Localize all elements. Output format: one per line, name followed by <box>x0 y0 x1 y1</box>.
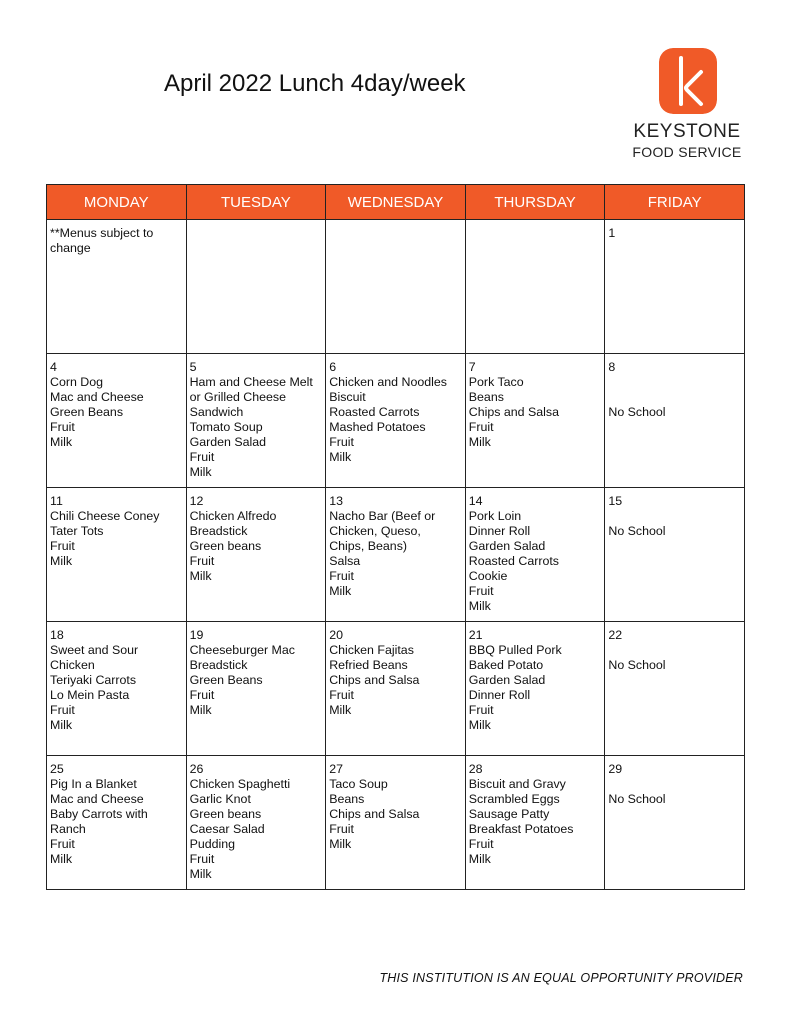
menu-item: Garden Salad <box>189 435 267 449</box>
week-row <box>47 622 745 756</box>
menu-item: Mac and Cheese <box>50 792 144 806</box>
menu-item: Taco Soup <box>329 777 388 791</box>
day-cell-monday <box>47 354 187 488</box>
date-number: 28 <box>468 762 483 776</box>
menu-item: Green Beans <box>50 405 124 419</box>
menu-item: Breadstick <box>189 524 248 538</box>
menu-item: Fruit <box>50 703 75 717</box>
menu-item: Dinner Roll <box>468 688 531 702</box>
day-cell-friday <box>605 488 745 622</box>
menu-item: Teriyaki Carrots <box>50 673 137 687</box>
week-row <box>47 354 745 488</box>
date-number: 27 <box>329 762 343 776</box>
menu-item: Fruit <box>329 569 354 583</box>
day-header-tuesday: TUESDAY <box>186 185 326 220</box>
day-cell-thursday <box>465 220 605 354</box>
menu-item: Chicken Fajitas <box>329 643 414 657</box>
menu-item: Chicken Spaghetti <box>189 777 291 791</box>
menu-item: Ham and Cheese Melt <box>189 375 313 389</box>
menu-item: Fruit <box>189 688 215 702</box>
menu-item: Cheeseburger Mac <box>189 643 295 657</box>
day-cell-thursday <box>465 354 605 488</box>
menu-item: Fruit <box>329 435 354 449</box>
date-number: 21 <box>468 628 483 642</box>
keystone-k-icon <box>659 48 717 114</box>
menu-item: Chicken, Queso, <box>329 524 421 538</box>
menu-item: No School <box>608 524 666 538</box>
menu-item: Green beans <box>189 539 262 553</box>
menu-item: Breakfast Potatoes <box>468 822 574 836</box>
menu-item: Garden Salad <box>468 673 546 687</box>
date-number: 29 <box>608 762 623 776</box>
day-cell-friday <box>605 622 745 756</box>
day-cell-wednesday <box>326 220 466 354</box>
menu-item: change <box>50 241 91 255</box>
menu-item: or Grilled Cheese <box>189 390 287 404</box>
cell-spacer <box>608 777 741 792</box>
week-row <box>47 756 745 890</box>
weekday-header-row <box>47 185 745 220</box>
menu-item: Milk <box>50 718 73 732</box>
menu-item: Milk <box>329 584 352 598</box>
menu-item: Milk <box>468 852 491 866</box>
menu-item: Pudding <box>189 837 236 851</box>
menu-item: Sandwich <box>189 405 244 419</box>
day-cell-monday <box>47 488 187 622</box>
menu-item: Fruit <box>189 852 215 866</box>
menu-item: Fruit <box>50 420 75 434</box>
day-cell-tuesday <box>186 622 326 756</box>
day-cell-friday <box>605 220 745 354</box>
menu-item: Chicken Alfredo <box>189 509 277 523</box>
menu-item: Fruit <box>50 539 75 553</box>
week-row <box>47 220 745 354</box>
menu-item: Tomato Soup <box>189 420 263 434</box>
calendar-body <box>47 220 745 890</box>
menu-item: Caesar Salad <box>189 822 265 836</box>
date-number: 13 <box>329 494 343 508</box>
menu-item: Milk <box>189 867 212 881</box>
menu-item: Green Beans <box>189 673 263 687</box>
menu-item: BBQ Pulled Pork <box>468 643 562 657</box>
date-number: 18 <box>50 628 64 642</box>
date-number: 20 <box>329 628 343 642</box>
menu-item: Sweet and Sour <box>50 643 139 657</box>
menu-item: Baby Carrots with <box>50 807 148 821</box>
menu-item: Milk <box>189 703 212 717</box>
menu-item: Nacho Bar (Beef or <box>329 509 436 523</box>
date-number: 25 <box>50 762 64 776</box>
menu-item: Fruit <box>468 703 494 717</box>
day-cell-thursday <box>465 622 605 756</box>
day-cell-tuesday <box>186 354 326 488</box>
menu-item: Baked Potato <box>468 658 544 672</box>
menu-item: Fruit <box>189 450 215 464</box>
day-header-monday: MONDAY <box>47 185 187 220</box>
day-header-thursday: THURSDAY <box>465 185 605 220</box>
day-cell-monday <box>47 220 187 354</box>
menu-item: Fruit <box>468 584 494 598</box>
menu-item: Lo Mein Pasta <box>50 688 130 702</box>
menu-item: Mac and Cheese <box>50 390 144 404</box>
menu-item: Pig In a Blanket <box>50 777 137 791</box>
menu-item: Dinner Roll <box>468 524 531 538</box>
page-title: April 2022 Lunch 4day/week <box>164 70 466 97</box>
menu-item: Milk <box>50 435 73 449</box>
menu-item: Mashed Potatoes <box>329 420 426 434</box>
day-header-friday: FRIDAY <box>605 185 745 220</box>
menu-item: Pork Taco <box>468 375 524 389</box>
brand-name: KEYSTONE <box>633 121 741 142</box>
date-number: 15 <box>608 494 623 508</box>
day-header-wednesday: WEDNESDAY <box>326 185 466 220</box>
equal-opportunity-footer: THIS INSTITUTION IS AN EQUAL OPPORTUNITY PROVIDER <box>379 971 743 985</box>
lunch-calendar <box>46 184 745 890</box>
menu-item: Beans <box>468 390 504 404</box>
menu-item: Green beans <box>189 807 262 821</box>
day-cell-monday <box>47 622 187 756</box>
menu-item: Cookie <box>468 569 508 583</box>
brand-subname: FOOD SERVICE <box>632 144 742 160</box>
day-cell-wednesday <box>326 756 466 890</box>
cell-spacer <box>608 643 741 658</box>
day-cell-friday <box>605 756 745 890</box>
cell-spacer <box>608 509 741 524</box>
menu-item: Milk <box>468 599 491 613</box>
date-number: 26 <box>189 762 204 776</box>
menu-item: Milk <box>468 718 491 732</box>
date-number: 12 <box>189 494 204 508</box>
menu-item: **Menus subject to <box>50 226 154 240</box>
menu-item: Scrambled Eggs <box>468 792 560 806</box>
day-cell-wednesday <box>326 354 466 488</box>
menu-item: Biscuit <box>329 390 366 404</box>
date-number: 22 <box>608 628 623 642</box>
menu-item: Milk <box>329 837 352 851</box>
menu-item: Milk <box>50 554 73 568</box>
menu-item: Chicken and Noodles <box>329 375 447 389</box>
menu-item: Refried Beans <box>329 658 408 672</box>
menu-item: Fruit <box>329 688 354 702</box>
menu-item: Milk <box>468 435 491 449</box>
menu-item: Milk <box>189 569 212 583</box>
cell-spacer <box>608 375 741 390</box>
menu-item: Milk <box>329 450 352 464</box>
menu-item: Chicken <box>50 658 95 672</box>
menu-item: Roasted Carrots <box>468 554 559 568</box>
menu-item: Tater Tots <box>50 524 104 538</box>
day-cell-wednesday <box>326 488 466 622</box>
menu-item: Fruit <box>468 837 494 851</box>
menu-item: Chips and Salsa <box>329 807 420 821</box>
date-number: 6 <box>329 360 337 374</box>
menu-item: Garlic Knot <box>189 792 251 806</box>
menu-item: Corn Dog <box>50 375 104 389</box>
menu-item: Roasted Carrots <box>329 405 420 419</box>
day-cell-thursday <box>465 488 605 622</box>
menu-item: Breadstick <box>189 658 248 672</box>
day-cell-monday <box>47 756 187 890</box>
cell-spacer <box>608 390 741 405</box>
date-number: 19 <box>189 628 204 642</box>
date-number: 8 <box>608 360 616 374</box>
date-number: 14 <box>468 494 483 508</box>
menu-item: Fruit <box>329 822 354 836</box>
day-cell-wednesday <box>326 622 466 756</box>
date-number: 1 <box>608 226 616 240</box>
day-cell-tuesday <box>186 488 326 622</box>
menu-item: Garden Salad <box>468 539 546 553</box>
menu-item: Chips and Salsa <box>468 405 560 419</box>
day-cell-friday <box>605 354 745 488</box>
day-cell-tuesday <box>186 756 326 890</box>
menu-item: Chips, Beans) <box>329 539 408 553</box>
menu-item: Milk <box>329 703 352 717</box>
menu-item: Chips and Salsa <box>329 673 420 687</box>
menu-item: No School <box>608 658 666 672</box>
week-row <box>47 488 745 622</box>
menu-item: Fruit <box>50 837 75 851</box>
menu-item: Salsa <box>329 554 361 568</box>
date-number: 7 <box>468 360 476 374</box>
menu-item: No School <box>608 792 666 806</box>
menu-item: Beans <box>329 792 365 806</box>
menu-item: Fruit <box>189 554 215 568</box>
menu-item: Chili Cheese Coney <box>50 509 160 523</box>
day-cell-thursday <box>465 756 605 890</box>
menu-item: Fruit <box>468 420 494 434</box>
menu-item: Pork Loin <box>468 509 522 523</box>
menu-item: Milk <box>50 852 73 866</box>
date-number: 5 <box>189 360 197 374</box>
day-cell-tuesday <box>186 220 326 354</box>
menu-item: No School <box>608 405 666 419</box>
menu-item: Ranch <box>50 822 86 836</box>
menu-item: Biscuit and Gravy <box>468 777 566 791</box>
menu-item: Sausage Patty <box>468 807 550 821</box>
menu-item: Milk <box>189 465 212 479</box>
date-number: 4 <box>50 360 57 374</box>
date-number: 11 <box>50 494 63 508</box>
